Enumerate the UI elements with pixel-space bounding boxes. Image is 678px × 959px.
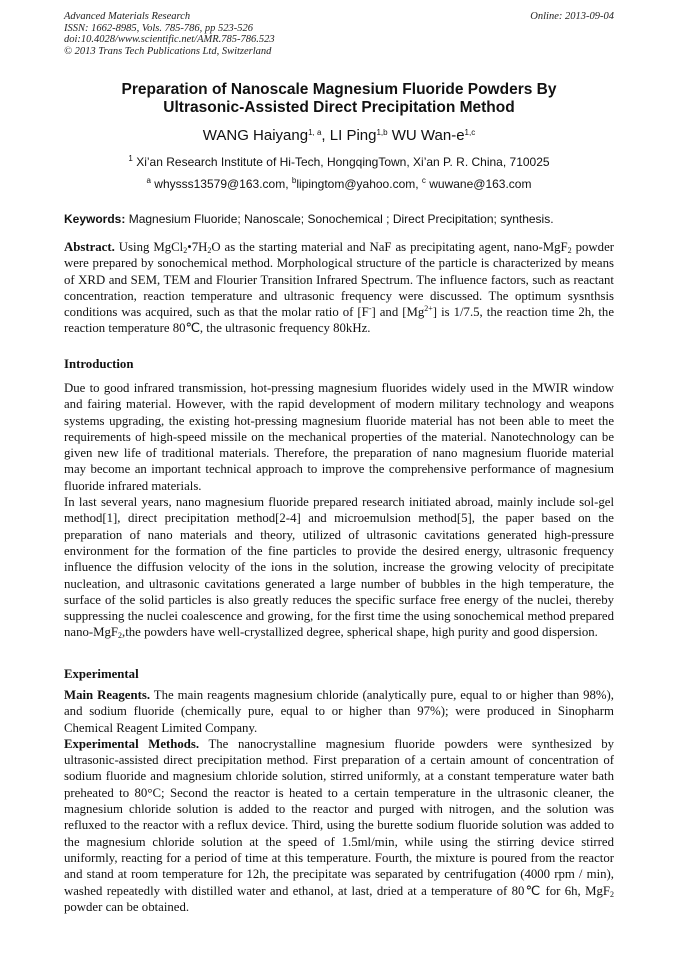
- introduction-heading: Introduction: [64, 357, 134, 371]
- introduction-paragraph: Due to good infrared transmission, hot-pressing magnesium fluorides widely used in the MWIR window and fairing material. However, with the rapid development of modern military technology and weapons systems upgrading, the existing hot-pressing magnesium fluoride material has not been able to meet the requirements of high-speed missile on the mechanical properties of the material. Nanotechnology can be given new life of traditional materials. Therefore, the preparation of nano magnesium fluoride material may become an important technical approach to improve the comprehensive performance of magnesium fluoride infrared materials.: [64, 381, 614, 493]
- author-name: LI Ping: [329, 127, 377, 144]
- title-line-2: Ultrasonic-Assisted Direct Precipitation Method: [163, 99, 515, 116]
- author-list: [64, 126, 614, 146]
- paragraph-text: ,the powders have well-crystallized degree, spherical shape, high purity and good dispersion.: [122, 625, 598, 640]
- doi-line: doi:10.4028/www.scientific.net/AMR.785-786.523: [64, 34, 275, 45]
- introduction-body: [64, 380, 614, 641]
- experimental-heading: Experimental: [64, 667, 139, 681]
- author-separator: ,: [321, 127, 330, 144]
- abstract-text: O as the starting material and NaF as precipitating agent, nano-MgF: [211, 240, 568, 254]
- subscript: 2: [207, 246, 212, 255]
- subscript: 2: [183, 246, 188, 255]
- email-b: lipingtom@yahoo.com,: [296, 177, 422, 191]
- methods-paragraph: [64, 736, 614, 915]
- title-line-1: Preparation of Nanoscale Magnesium Fluoride Powders By: [121, 81, 557, 98]
- issn-line: ISSN: 1662-8985, Vols. 785-786, pp 523-526: [64, 22, 253, 34]
- author-affil-sup: 1,b: [376, 128, 388, 137]
- paragraph-text: The main reagents magnesium chloride (analytically pure, equal to or higher than 98%), and sodium fluoride (chemically pure, equal to or higher than 97%); were produced in Sinopharm Chemical Reagent Limited Company.: [64, 688, 614, 735]
- copyright-line: © 2013 Trans Tech Publications Ltd, Switzerland: [64, 45, 272, 57]
- introduction-paragraph: [64, 494, 614, 641]
- abstract: [64, 239, 614, 337]
- reagents-label: Main Reagents.: [64, 688, 151, 702]
- author-name: WU Wan-e: [387, 127, 465, 144]
- keywords-label: Keywords:: [64, 212, 126, 226]
- email-sup: c: [421, 176, 426, 185]
- email-a: whysss13579@163.com,: [150, 177, 292, 191]
- superscript: 2+: [424, 304, 433, 314]
- affiliation-text: Xi’an Research Institute of Hi-Tech, HongqingTown, Xi’an P. R. China, 710025: [132, 155, 550, 169]
- experimental-body: [64, 687, 614, 915]
- methods-label: Experimental Methods.: [64, 736, 200, 751]
- paper-title: [64, 81, 614, 117]
- email-sup: b: [291, 176, 297, 185]
- email-c: wuwane@163.com: [425, 177, 532, 191]
- subscript: 2: [610, 889, 614, 899]
- abstract-text: Using MgCl: [114, 240, 184, 254]
- abstract-text: ] is 1/7.5, the reaction time 2h, the reaction temperature 80℃, the ultrasonic frequency 80kHz.: [64, 305, 614, 336]
- keywords: [64, 211, 614, 227]
- author-emails: [64, 176, 614, 192]
- author-affil-sup: 1, a: [308, 128, 322, 137]
- affiliation: [64, 154, 614, 170]
- reagents-paragraph: [64, 687, 614, 736]
- paragraph-text: powder can be obtained.: [64, 899, 190, 914]
- journal-header: [64, 11, 275, 57]
- author-affil-sup: 1,c: [464, 128, 476, 137]
- abstract-text: ] and [Mg: [371, 305, 425, 320]
- paragraph-text: In last several years, nano magnesium fluoride prepared research initiated abroad, mainly include sol-gel method[1], direct precipitation method[2-4] and microemulsion method[5], the paper based on the preparation of nano materials and theory, utilized of ultrasonic cavitations generated high-pressure environment for the formation of the fine particles to provide the desired energy, ultrasonic frequency influence the diffusion velocity of the ions in the solution, increase the growing velocity of precipitate nucleation, and ultrasonic cavitations generated a large number of bubbles in the high temperature, the surface of the solid particles is also greatly reduces the specific surface free energy of the nuclei, thereby suppressing the nuclei coalescence and growing, for the first time the using sonochemical method prepared nano-MgF: [64, 495, 614, 640]
- abstract-text: powder were prepared by sonochemical method. Morphological structure of the particle is characterized by means of XRD and SEM, TEM and Flourier Transition Infrared Spectrum. The influence factors, such as reactant concentration, reaction temperature and ultrasonic frequency were discussed. The optimum sysnthsis conditions was acquired, such as that the molar ratio of [F: [64, 240, 615, 320]
- online-date: Online: 2013-09-04: [530, 11, 614, 22]
- paragraph-text: The nanocrystalline magnesium fluoride powders were synthesized by ultrasonic-assisted direct precipitation method. First preparation of a certain amount of concentration of sodium fluoride and magnesium chloride solution, stirred uniformly, at a constant temperature water bath preheated to 80°C; Second the reactor is heated to a certain temperature in the ultrasonic cleaner, the magnesium chloride solution is added to the reactor and purged with nitrogen, and the solution was refluxed to the reactor with a reflux device. Third, using the burette sodium fluoride solution was added to the magnesium chloride solution at the speed of 1.5ml/min, while using the stirring device stirred uniformly, reacting for a period of time at this temperature. Fourth, the mixture is poured from the reactor and stand at room temperature for 12h, the precipitate was separated by centrifugation (4000 rpm / min), washed repeatedly with distilled water and ethanol, at last, dried at a temperature of 80℃ for 6h, MgF: [64, 736, 614, 898]
- journal-name: Advanced Materials Research: [64, 11, 191, 22]
- author-name: WANG Haiyang: [202, 127, 309, 144]
- email-sup: a: [146, 176, 151, 185]
- superscript: -: [368, 304, 372, 314]
- abstract-label: Abstract.: [64, 240, 115, 254]
- affiliation-number: 1: [128, 154, 133, 163]
- subscript: 2: [118, 631, 123, 641]
- subscript: 2: [567, 246, 572, 255]
- abstract-text: •7H: [187, 240, 208, 254]
- keywords-text: Magnesium Fluoride; Nanoscale; Sonochemical ; Direct Precipitation; synthesis.: [125, 212, 554, 226]
